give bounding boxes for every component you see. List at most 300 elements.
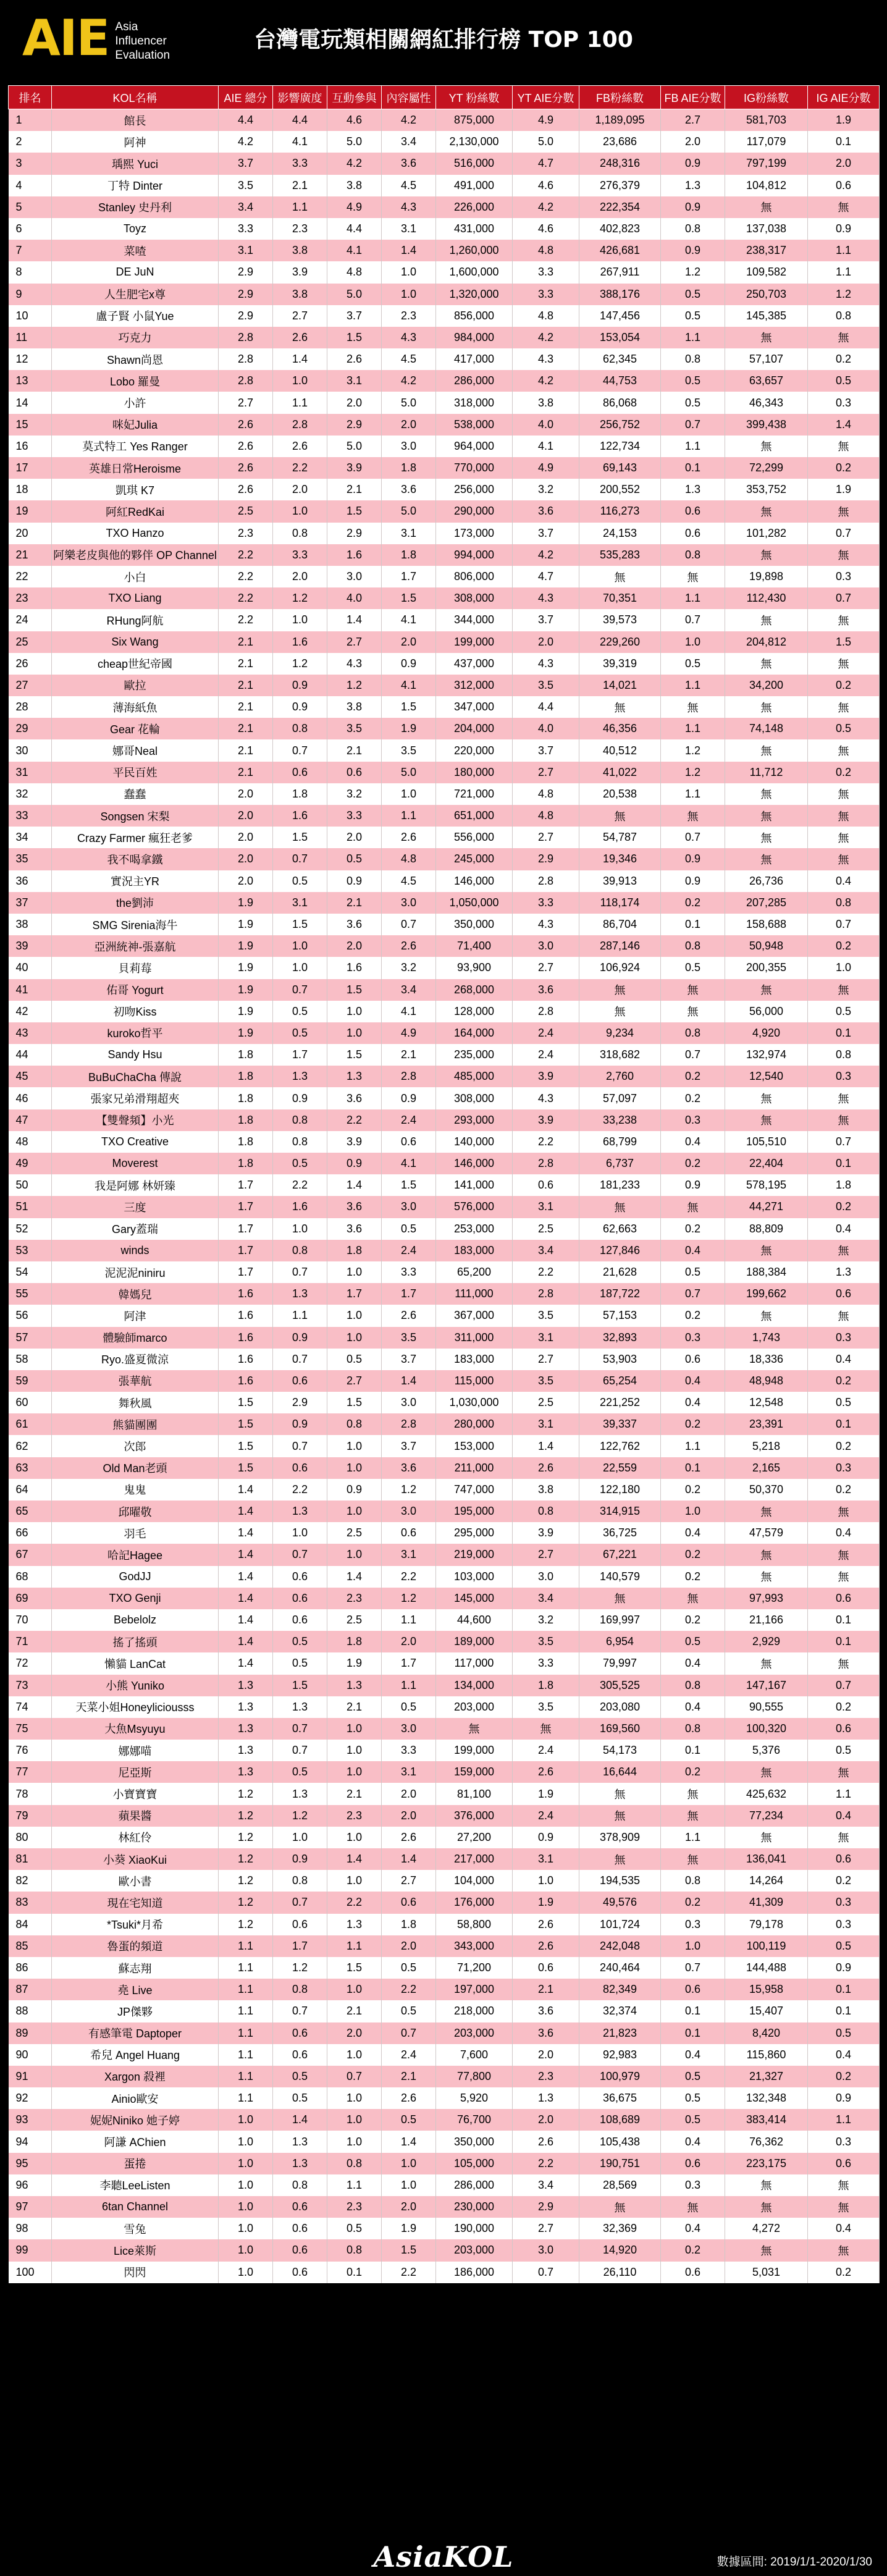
table-cell: 1.1 <box>219 1935 273 1957</box>
table-cell: 146,000 <box>436 1153 513 1174</box>
kol-name-cell: 希兒 Angel Huang <box>52 2044 219 2066</box>
kol-name-cell: 小寶寶寶 <box>52 1783 219 1804</box>
table-cell: 1.6 <box>219 1327 273 1349</box>
table-row <box>9 370 880 392</box>
table-cell: 無 <box>579 1001 661 1022</box>
rank-cell: 50 <box>9 1174 52 1196</box>
kol-name-cell: 薄海紙魚 <box>52 696 219 718</box>
table-cell: 0.2 <box>661 2239 725 2261</box>
table-cell: 1.8 <box>273 783 327 805</box>
table-cell: 1.4 <box>219 1588 273 1609</box>
table-cell: 144,488 <box>725 1957 808 1979</box>
table-cell: 0.1 <box>661 2022 725 2044</box>
table-cell: 1,743 <box>725 1327 808 1349</box>
table-cell: 4.2 <box>513 327 579 348</box>
table-cell: 無 <box>808 979 880 1001</box>
kol-name-cell: Crazy Farmer 瘋狂老爹 <box>52 827 219 848</box>
table-row <box>9 1174 880 1196</box>
kol-name-cell: 閃閃 <box>52 2262 219 2283</box>
table-cell: 2.8 <box>219 370 273 392</box>
table-cell: 153,054 <box>579 327 661 348</box>
kol-name-cell: 蛋捲 <box>52 2153 219 2174</box>
rank-cell: 9 <box>9 284 52 305</box>
table-cell: 0.9 <box>327 1479 382 1501</box>
rank-cell: 88 <box>9 2000 52 2022</box>
rank-cell: 29 <box>9 718 52 739</box>
rank-cell: 21 <box>9 544 52 566</box>
table-row <box>9 2000 880 2022</box>
table-cell: 199,662 <box>725 1283 808 1305</box>
table-row <box>9 1283 880 1305</box>
rank-cell: 6 <box>9 218 52 240</box>
table-cell: 2.7 <box>327 1370 382 1392</box>
table-row <box>9 153 880 174</box>
kol-name-cell: 亞洲統神-張嘉航 <box>52 935 219 957</box>
table-cell: 770,000 <box>436 457 513 479</box>
rank-cell: 97 <box>9 2196 52 2218</box>
table-cell: 147,456 <box>579 305 661 327</box>
table-cell: 0.1 <box>808 1979 880 2000</box>
table-cell: 21,823 <box>579 2022 661 2044</box>
table-cell: 1.0 <box>219 2153 273 2174</box>
kol-name-cell: 魯蛋的頻道 <box>52 1935 219 1957</box>
table-cell: 2.2 <box>219 609 273 631</box>
table-cell: 3.1 <box>513 1848 579 1870</box>
table-cell: 3.9 <box>513 1522 579 1544</box>
table-cell: 0.1 <box>327 2262 382 2283</box>
rank-cell: 87 <box>9 1979 52 2000</box>
table-cell: 1.1 <box>661 327 725 348</box>
table-row <box>9 1240 880 1261</box>
table-cell: 0.2 <box>661 1479 725 1501</box>
table-cell: 2.0 <box>382 1805 436 1827</box>
table-cell: 1.0 <box>219 2239 273 2261</box>
table-cell: 556,000 <box>436 827 513 848</box>
table-cell: 2.0 <box>808 153 880 174</box>
table-cell: 100,979 <box>579 2066 661 2087</box>
table-cell: 1.1 <box>661 1827 725 1848</box>
table-cell: 54,173 <box>579 1740 661 1761</box>
table-cell: 2.2 <box>382 1979 436 2000</box>
table-cell: 0.9 <box>273 1848 327 1870</box>
table-cell: 2.3 <box>327 1805 382 1827</box>
table-cell: 0.9 <box>661 153 725 174</box>
table-cell: 3.8 <box>273 284 327 305</box>
table-cell: 1.7 <box>273 1935 327 1957</box>
table-cell: 197,000 <box>436 1979 513 2000</box>
table-cell: 1.0 <box>327 1740 382 1761</box>
table-row <box>9 2087 880 2109</box>
table-cell: 0.5 <box>808 370 880 392</box>
table-cell: 無 <box>808 1087 880 1109</box>
table-cell: 4.6 <box>513 218 579 240</box>
rank-cell: 91 <box>9 2066 52 2087</box>
kol-name-cell: 蠢蠢 <box>52 783 219 805</box>
rank-cell: 31 <box>9 762 52 783</box>
kol-name-cell: TXO Genji <box>52 1588 219 1609</box>
table-cell: 無 <box>725 2196 808 2218</box>
table-cell: 0.5 <box>661 392 725 413</box>
table-cell: 39,319 <box>579 653 661 675</box>
table-cell: 3.6 <box>327 1087 382 1109</box>
table-cell: 2.3 <box>273 218 327 240</box>
table-cell: 1.1 <box>661 1435 725 1457</box>
rank-cell: 10 <box>9 305 52 327</box>
table-cell: 187,722 <box>579 1283 661 1305</box>
table-cell: 169,560 <box>579 1718 661 1740</box>
table-cell: 1.4 <box>219 1609 273 1631</box>
kol-name-cell: Sandy Hsu <box>52 1044 219 1066</box>
table-cell: 4.3 <box>382 327 436 348</box>
table-row <box>9 457 880 479</box>
table-cell: 0.9 <box>513 1827 579 1848</box>
table-cell: 1.6 <box>219 1349 273 1370</box>
table-cell: 4.7 <box>513 153 579 174</box>
table-row <box>9 1609 880 1631</box>
table-cell: 1.2 <box>273 1805 327 1827</box>
table-cell: 2.0 <box>513 2044 579 2066</box>
table-cell: 0.2 <box>808 1696 880 1718</box>
table-cell: 2.3 <box>327 2196 382 2218</box>
table-cell: 186,000 <box>436 2262 513 2283</box>
table-row <box>9 1979 880 2000</box>
table-cell: 115,860 <box>725 2044 808 2066</box>
table-cell: 145,000 <box>436 1588 513 1609</box>
table-cell: 無 <box>808 1652 880 1674</box>
table-cell: 0.7 <box>661 1957 725 1979</box>
table-cell: 1.3 <box>327 1066 382 1087</box>
kol-name-cell: 次郎 <box>52 1435 219 1457</box>
table-cell: 無 <box>725 1827 808 1848</box>
table-cell: 1.7 <box>219 1218 273 1240</box>
table-cell: 169,997 <box>579 1609 661 1631</box>
table-cell: 無 <box>661 566 725 587</box>
table-cell: 0.1 <box>661 2000 725 2022</box>
table-cell: 無 <box>808 327 880 348</box>
table-cell: 無 <box>661 1588 725 1609</box>
table-cell: 189,000 <box>436 1631 513 1652</box>
table-cell: 376,000 <box>436 1805 513 1827</box>
table-cell: 3.7 <box>219 153 273 174</box>
table-cell: 1.0 <box>661 631 725 653</box>
rank-cell: 98 <box>9 2218 52 2239</box>
table-cell: 984,000 <box>436 327 513 348</box>
table-cell: 1.7 <box>219 1196 273 1218</box>
table-cell: 3.4 <box>513 1588 579 1609</box>
table-cell: 3.4 <box>513 1240 579 1261</box>
table-cell: 1.1 <box>219 2000 273 2022</box>
table-cell: 無 <box>808 1501 880 1522</box>
table-cell: 0.9 <box>273 1327 327 1349</box>
table-cell: 2.3 <box>382 305 436 327</box>
table-cell: 2.9 <box>219 305 273 327</box>
table-row <box>9 609 880 631</box>
table-cell: 26,110 <box>579 2262 661 2283</box>
table-row <box>9 783 880 805</box>
table-row <box>9 196 880 218</box>
table-cell: 2.7 <box>513 762 579 783</box>
table-cell: 0.8 <box>327 2239 382 2261</box>
table-cell: 2.2 <box>327 1892 382 1913</box>
table-cell: 0.1 <box>808 1022 880 1044</box>
table-cell: 5,031 <box>725 2262 808 2283</box>
table-cell: 4.6 <box>513 175 579 196</box>
table-cell: 0.6 <box>382 1522 436 1544</box>
table-cell: 1.0 <box>661 1501 725 1522</box>
table-cell: 1.0 <box>513 1870 579 1892</box>
table-cell: 217,000 <box>436 1848 513 1870</box>
table-cell: 1.4 <box>327 1174 382 1196</box>
table-cell: 97,993 <box>725 1588 808 1609</box>
table-cell: 1.0 <box>273 500 327 522</box>
table-cell: 226,000 <box>436 196 513 218</box>
table-cell: 1.6 <box>273 631 327 653</box>
table-cell: 無 <box>725 2239 808 2261</box>
table-row <box>9 1305 880 1326</box>
table-cell: 188,384 <box>725 1261 808 1283</box>
table-cell: 0.2 <box>661 1153 725 1174</box>
table-cell: 994,000 <box>436 544 513 566</box>
table-cell: 2.2 <box>219 544 273 566</box>
table-cell: 132,974 <box>725 1044 808 1066</box>
table-cell: 3.1 <box>382 1761 436 1783</box>
table-cell: 0.7 <box>382 2022 436 2044</box>
table-row <box>9 1718 880 1740</box>
table-cell: 2.1 <box>219 739 273 761</box>
rank-cell: 66 <box>9 1522 52 1544</box>
table-cell: 1.5 <box>273 1675 327 1696</box>
kol-name-cell: 林紅伶 <box>52 1827 219 1848</box>
table-cell: 0.3 <box>661 1109 725 1131</box>
table-cell: 26,736 <box>725 870 808 892</box>
table-cell: 2.7 <box>513 957 579 979</box>
table-cell: 無 <box>661 1805 725 1827</box>
table-cell: 79,997 <box>579 1652 661 1674</box>
table-cell: 651,000 <box>436 805 513 827</box>
table-cell: 581,703 <box>725 109 808 132</box>
table-cell: 2.6 <box>382 2087 436 2109</box>
table-cell: 2.8 <box>513 1153 579 1174</box>
table-cell: 0.2 <box>808 1870 880 1892</box>
table-cell: 無 <box>661 1196 725 1218</box>
kol-name-cell: 鬼鬼 <box>52 1479 219 1501</box>
table-cell: 1.0 <box>327 1457 382 1479</box>
table-cell: 0.6 <box>513 1174 579 1196</box>
header <box>0 0 887 85</box>
table-cell: 無 <box>808 848 880 870</box>
table-row <box>9 1413 880 1435</box>
table-cell: 199,000 <box>436 1740 513 1761</box>
table-cell: 140,579 <box>579 1566 661 1588</box>
table-cell: 1.9 <box>327 1652 382 1674</box>
rank-cell: 3 <box>9 153 52 174</box>
table-cell: 3.0 <box>382 1501 436 1522</box>
table-cell: 0.1 <box>808 2000 880 2022</box>
table-cell: 5,376 <box>725 1740 808 1761</box>
table-cell: 無 <box>579 696 661 718</box>
table-cell: 0.9 <box>661 196 725 218</box>
table-row <box>9 2044 880 2066</box>
table-cell: 2.2 <box>273 1479 327 1501</box>
table-cell: 0.2 <box>808 348 880 370</box>
table-cell: 57,107 <box>725 348 808 370</box>
rank-cell: 17 <box>9 457 52 479</box>
table-cell: 44,753 <box>579 370 661 392</box>
table-cell: 41,022 <box>579 762 661 783</box>
table-cell: 286,000 <box>436 370 513 392</box>
table-cell: 1.6 <box>273 805 327 827</box>
table-cell: 2.3 <box>219 523 273 544</box>
table-cell: 116,273 <box>579 500 661 522</box>
table-cell: 0.9 <box>661 1174 725 1196</box>
table-cell: 1.0 <box>661 1935 725 1957</box>
table-cell: 318,000 <box>436 392 513 413</box>
table-cell: 1.1 <box>661 675 725 696</box>
table-cell: 2.0 <box>219 848 273 870</box>
table-cell: 無 <box>808 500 880 522</box>
table-cell: 0.2 <box>661 1413 725 1435</box>
table-cell: 27,200 <box>436 1827 513 1848</box>
table-cell: 2.0 <box>219 783 273 805</box>
table-cell: 207,285 <box>725 892 808 914</box>
table-cell: 0.1 <box>808 1631 880 1652</box>
table-cell: 1.0 <box>327 1544 382 1565</box>
column-header: KOL名稱 <box>52 86 219 109</box>
table-cell: 1.4 <box>513 1435 579 1457</box>
table-cell: 4,920 <box>725 1022 808 1044</box>
table-cell: 2.0 <box>327 827 382 848</box>
column-header: IG粉絲數 <box>725 86 808 109</box>
table-cell: 1.4 <box>382 240 436 261</box>
table-cell: 4.3 <box>513 914 579 935</box>
table-row <box>9 827 880 848</box>
table-cell: 134,000 <box>436 1675 513 1696</box>
table-cell: 578,195 <box>725 1174 808 1196</box>
table-cell: 221,252 <box>579 1392 661 1413</box>
table-row <box>9 131 880 153</box>
table-cell: 312,000 <box>436 675 513 696</box>
table-row <box>9 479 880 500</box>
table-cell: 1.0 <box>327 2131 382 2152</box>
table-cell: 101,724 <box>579 1914 661 1935</box>
table-cell: 無 <box>725 1087 808 1109</box>
rank-cell: 79 <box>9 1805 52 1827</box>
table-row <box>9 1457 880 1479</box>
table-cell: 90,555 <box>725 1696 808 1718</box>
kol-name-cell: winds <box>52 1240 219 1261</box>
table-cell: 100,320 <box>725 1718 808 1740</box>
table-cell: 4.8 <box>513 240 579 261</box>
table-cell: 128,000 <box>436 1001 513 1022</box>
kol-name-cell: 阿樂老皮與他的夥伴 OP Channel <box>52 544 219 566</box>
table-cell: 576,000 <box>436 1196 513 1218</box>
table-cell: 2.6 <box>382 935 436 957</box>
table-cell: 62,345 <box>579 348 661 370</box>
rank-cell: 5 <box>9 196 52 218</box>
table-cell: 93,900 <box>436 957 513 979</box>
table-cell: 2.7 <box>513 827 579 848</box>
rank-cell: 20 <box>9 523 52 544</box>
table-cell: 1.2 <box>219 1848 273 1870</box>
table-cell: 4.1 <box>382 1001 436 1022</box>
table-cell: 0.5 <box>808 1740 880 1761</box>
table-cell: 253,000 <box>436 1218 513 1240</box>
table-cell: 1.0 <box>327 1761 382 1783</box>
table-cell: 76,362 <box>725 2131 808 2152</box>
table-cell: 0.5 <box>273 1652 327 1674</box>
table-row <box>9 1761 880 1783</box>
table-cell: 350,000 <box>436 914 513 935</box>
table-cell: 0.8 <box>327 2153 382 2174</box>
table-cell: 2.6 <box>513 1935 579 1957</box>
table-cell: 1.2 <box>219 1892 273 1913</box>
table-cell: 12,540 <box>725 1066 808 1087</box>
table-cell: 0.9 <box>327 1153 382 1174</box>
table-cell: 0.6 <box>661 2262 725 2283</box>
rank-cell: 30 <box>9 739 52 761</box>
logo-sub-line: Asia <box>115 20 138 33</box>
table-cell: 2.6 <box>513 2131 579 2152</box>
table-cell: 2.0 <box>219 805 273 827</box>
column-header: YT 粉絲數 <box>436 86 513 109</box>
table-cell: 1.2 <box>273 587 327 609</box>
table-cell: 0.1 <box>661 1457 725 1479</box>
table-cell: 1.9 <box>219 935 273 957</box>
kol-name-cell: 館長 <box>52 109 219 132</box>
table-cell: 無 <box>579 1783 661 1804</box>
kol-name-cell: 英雄日常Heroisme <box>52 457 219 479</box>
table-cell: 2.6 <box>513 1457 579 1479</box>
table-cell: 1.8 <box>327 1631 382 1652</box>
kol-name-cell: BuBuChaCha 傳說 <box>52 1066 219 1087</box>
table-row <box>9 1370 880 1392</box>
table-cell: 無 <box>725 1501 808 1522</box>
kol-name-cell: Gear 花輪 <box>52 718 219 739</box>
table-cell: 0.6 <box>273 1588 327 1609</box>
table-cell: 158,688 <box>725 914 808 935</box>
table-cell: 4.4 <box>219 109 273 132</box>
rank-cell: 85 <box>9 1935 52 1957</box>
table-cell: 3.8 <box>513 392 579 413</box>
table-cell: 0.4 <box>808 870 880 892</box>
table-cell: 1.4 <box>808 414 880 436</box>
table-cell: 5,218 <box>725 1435 808 1457</box>
table-cell: 0.6 <box>273 762 327 783</box>
table-cell: 0.9 <box>273 1087 327 1109</box>
table-cell: 0.6 <box>808 1718 880 1740</box>
table-cell: 194,535 <box>579 1870 661 1892</box>
table-cell: 無 <box>725 1305 808 1326</box>
table-cell: 0.7 <box>273 1892 327 1913</box>
table-cell: 3.5 <box>513 1305 579 1326</box>
table-cell: 1.8 <box>808 1174 880 1196</box>
table-cell: 81,100 <box>436 1783 513 1804</box>
kol-name-cell: 娜娜喵 <box>52 1740 219 1761</box>
table-cell: 0.8 <box>273 718 327 739</box>
table-cell: 0.4 <box>808 2044 880 2066</box>
table-row <box>9 848 880 870</box>
table-row <box>9 1783 880 1804</box>
table-row <box>9 2131 880 2152</box>
kol-name-cell: 現在宅知道 <box>52 1892 219 1913</box>
table-cell: 305,525 <box>579 1675 661 1696</box>
table-cell: 3.5 <box>513 1631 579 1652</box>
logo-mark: AIE <box>22 9 109 67</box>
table-cell: 2.7 <box>382 1870 436 1892</box>
table-row <box>9 1957 880 1979</box>
table-cell: 1.3 <box>219 1740 273 1761</box>
table-cell: 1.4 <box>327 1566 382 1588</box>
